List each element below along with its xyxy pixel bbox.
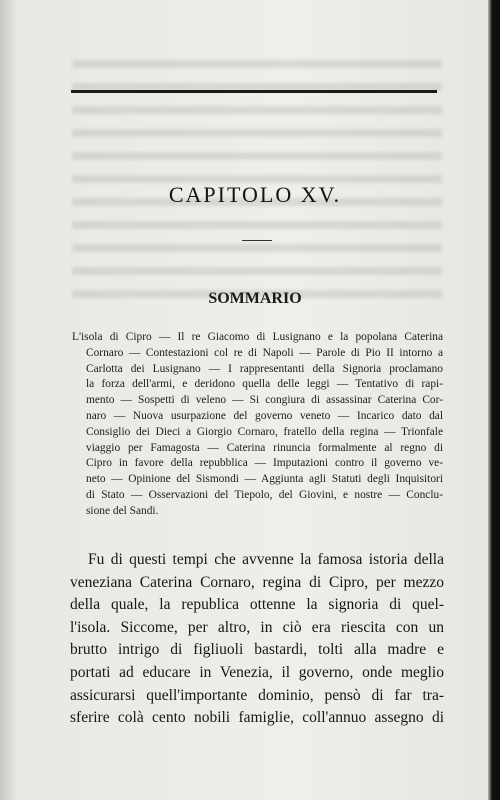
body-line: l'isola. Siccome, per altro, in ciò era riescita con un bbox=[70, 618, 444, 636]
sommario-line: naro — Nuova usurpazione del governo veneto — Incarico dato dal bbox=[86, 409, 443, 422]
body-line: sferire colà cento nobili famiglie, coll'annuo assegno di bbox=[70, 709, 444, 727]
sommario-line: Carlotta dei Lusignano — I rappresentanti della Signoria proclamano bbox=[86, 362, 443, 375]
body-paragraph bbox=[70, 549, 444, 730]
sommario-text bbox=[72, 330, 443, 520]
sommario-line: L'isola di Cipro — Il re Giacomo di Lusignano e la popolana Caterina bbox=[72, 331, 443, 343]
sommario-line: Cornaro — Contestazioni col re di Napoli — Parole di Pio II intorno a bbox=[86, 346, 443, 359]
body-line: brutto intrigo di figliuoli bastardi, tolti alla madre e bbox=[70, 641, 444, 659]
sommario-line: Consiglio dei Dieci a Giorgio Cornaro, fratello della regina — Trionfale bbox=[86, 425, 443, 438]
scan-edge bbox=[488, 0, 500, 800]
sommario-line: la forza dell'armi, e deridono quella delle leggi — Tentativo di rapi- bbox=[86, 378, 443, 391]
chapter-title: CAPITOLO XV. bbox=[168, 182, 342, 207]
body-line: della quale, la republica ottenne la signoria di quel- bbox=[70, 596, 444, 614]
header-rule bbox=[71, 90, 437, 93]
body-line: veneziana Caterina Cornaro, regina di Cipro, per mezzo bbox=[70, 573, 444, 591]
body-line: assicurarsi quell'importante dominio, pensò di far tra- bbox=[70, 686, 444, 704]
body-line: Fu di questi tempi che avvenne la famosa istoria della bbox=[88, 551, 444, 568]
sommario-heading: SOMMARIO bbox=[208, 290, 302, 307]
sommario-line: viaggio per Famagosta — Caterina rinuncia formalmente al regno di bbox=[86, 441, 443, 454]
sommario-line: di Stato — Osservazioni del Tiepolo, del Giovini, e nostre — Conclu- bbox=[86, 488, 443, 501]
sommario-line: mento — Sospetti di veleno — Si congiura di assassinar Caterina Cor- bbox=[86, 394, 443, 407]
chapter-divider bbox=[242, 240, 272, 241]
sommario-line: sione del Sandi. bbox=[86, 504, 159, 517]
sommario-line: Cipro in favore della repubblica — Imputazioni contro il governo ve- bbox=[86, 457, 443, 470]
body-line: portati ad educare in Venezia, il governo, onde meglio bbox=[70, 663, 444, 681]
sommario-line: neto — Opinione del Sismondi — Aggiunta agli Statuti degli Inquisitori bbox=[86, 473, 443, 486]
